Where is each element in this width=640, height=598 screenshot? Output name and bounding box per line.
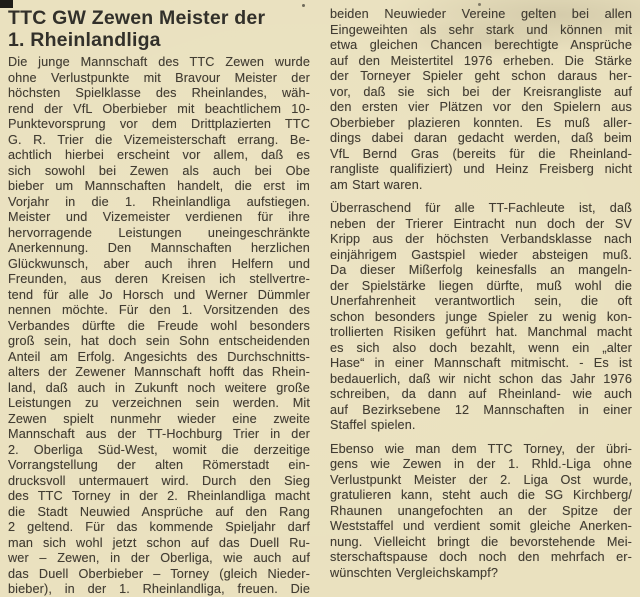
text-line: Verbandes dürfte die Freude wohl besonders: [8, 318, 310, 333]
scan-speck: [478, 3, 481, 6]
text-line: die Stadt Neuwied Ansprüche auf den Rang: [8, 504, 310, 519]
article-column-right: [330, 7, 632, 581]
text-line: Vorjahr in die 1. Rheinlandliga aufstiegen.: [8, 194, 310, 209]
text-line: nung. Vielleicht bringt die bevorstehende Mei-: [330, 534, 632, 549]
text-line: es sich also doch bezahlt, wenn ein „alter: [330, 340, 632, 355]
text-line: alters der Zewener Mannschaft hofft das Rhein-: [8, 365, 310, 379]
text-line: trollierten Risiken geführt hat. Manchmal macht: [330, 325, 632, 339]
text-line: Eingeweihten als sehr stark und können mit: [330, 22, 632, 37]
text-line: Verlustpunkt Meister der 2. Liga Ost wurde,: [330, 472, 632, 487]
text-line: Die junge Mannschaft des TTC Zewen wurde: [8, 55, 310, 69]
text-line: Weststaffel und verdient somit gleiche Anerken-: [330, 519, 632, 533]
text-line: drucksvoll untermauert wird. Durch den Sieg: [8, 473, 310, 488]
text-line: nennen möchte. Für den 1. Vorsitzenden des: [8, 303, 310, 317]
text-line: man sich wohl jetzt schon auf das Duell Ru-: [8, 535, 310, 550]
text-line: der Spielstärke liegen dürfte, muß wohl die: [330, 278, 632, 293]
text-line: tend für alle Jo Horsch und Werner Dümmler: [8, 287, 310, 302]
text-line: VfL Bernd Gras (bereits für die Rheinland-: [330, 146, 632, 161]
text-line: neben der Trierer Eintracht nun doch der SV: [330, 216, 632, 231]
text-line: sterschaftspause doch noch den mehrfach er-: [330, 550, 632, 564]
text-line: höchsten Spielklasse des Rheinlandes, wäh-: [8, 86, 310, 100]
text-line: Vorrangstellung der alten Römerstadt ein-: [8, 458, 310, 472]
text-line: Oberbieber plazieren konnten. Es muß aller-: [330, 115, 632, 130]
article-headline: [8, 8, 310, 51]
text-line: bieber um Mannschaften handelt, die erst im: [8, 179, 310, 193]
text-line: ohne Verlustpunkte mit Bravour Meister der: [8, 70, 310, 85]
paragraph: [330, 442, 632, 582]
text-line: schreiben, da dann auf Rheinland- wie auch: [330, 387, 632, 401]
paragraph: [330, 201, 632, 434]
text-line: land, daß auch in Zukunft noch weitere große: [8, 380, 310, 395]
text-line: wer – Zewen, in der Oberliga, wie auch auf: [8, 551, 310, 565]
text-line: Punktevorsprung vor dem Drittplazierten TTC: [8, 117, 310, 131]
text-line: Leistungen zu verzeichnen sein werden. Mit: [8, 396, 310, 410]
text-line: beiden Neuwieder Vereine gelten bei allen: [330, 7, 632, 21]
text-line: rangliste qualifiziert) und Heinz Freisberg nicht: [330, 162, 632, 176]
text-line: vor, daß sie sich bei der Kreisrangliste auf: [330, 84, 632, 99]
text-line: des TTC Torney in der 2. Rheinlandliga macht: [8, 489, 310, 503]
text-line: Staffel spielen.: [330, 418, 416, 432]
headline-line-1: TTC GW Zewen Meister der: [8, 7, 266, 29]
text-line: am Start waren.: [330, 177, 423, 192]
text-line: Anerkennung. Den Mannschaften herzlichen: [8, 241, 310, 255]
text-line: gratulieren kann, steht auch die SG Kirchberg/: [330, 488, 632, 502]
text-line: den ersten vier Plätzen vor den Spielern aus: [330, 100, 632, 114]
text-line: auf Bezirksebene 12 Mannschaften in einer: [330, 402, 632, 417]
text-line: schon besonders junge Spieler zu wenig kon-: [330, 309, 632, 324]
text-line: der Torneyer Spieler geht schon daraus her-: [330, 69, 632, 83]
text-line: Mannschaft aus der TT-Hochburg Trier in der: [8, 427, 310, 441]
text-line: gens wie Zewen in der 1. Rhld.-Liga ohne: [330, 457, 632, 471]
text-line: rend der VfL Oberbieber mit beachtlichem 10-: [8, 101, 310, 116]
text-line: G. R. Trier die Vizemeisterschaft errang. Be-: [8, 132, 310, 147]
text-line: Hase“ in einer Mannschaft mitmischt. - Es ist: [330, 356, 632, 370]
text-line: Zewen spielt nunmehr wieder eine zweite: [8, 411, 310, 426]
text-line: Überraschend für alle TT-Fachleute ist, daß: [330, 201, 632, 215]
article-column-left: [8, 8, 310, 598]
text-line: achtlich hierbei erscheint vor allem, daß es: [8, 148, 310, 162]
headline-line-2: 1. Rheinlandliga: [8, 28, 161, 51]
text-line: bieber), in der 1. Rheinlandliga, freuen. Die: [8, 582, 310, 596]
text-line: Da dieser Mißerfolg keinesfalls an mangeln-: [330, 263, 632, 277]
text-line: einjährigem Gastspiel wieder absteigen muß.: [330, 247, 632, 262]
text-line: Meister und Vizemeister verdienen für ihre: [8, 210, 310, 224]
text-line: groß sein, hat doch sein Sohn entscheidenden: [8, 334, 310, 348]
text-line: Unerfahrenheit verantwortlich sein, die oft: [330, 294, 632, 308]
text-line: das Duell Oberbieber – Torney (gleich Nieder-: [8, 566, 310, 581]
text-line: bedauerlich, daß wir nicht schon das Jahr 1976: [330, 371, 632, 386]
text-line: Rhaunen unangefochten an der Spitze der: [330, 503, 632, 518]
text-line: Freunden, aus deren Kreisen ich stellvertre-: [8, 272, 310, 286]
text-line: Glückwunsch, aber auch ihren Helfern und: [8, 256, 310, 271]
paragraph: [330, 7, 632, 193]
text-line: 2 geltend. Für das kommende Spieljahr darf: [8, 520, 310, 534]
text-line: sich sowohl bei Zewen als auch bei Obe: [8, 163, 310, 178]
text-line: Anteil am Erfolg. Angesichts des Durchschnitts-: [8, 349, 310, 364]
scan-speck: [302, 4, 305, 7]
text-line: hervorragende Leistungen uneingeschränkte: [8, 225, 310, 240]
text-line: 2. Oberliga Süd-West, womit die derzeitige: [8, 442, 310, 457]
text-line: etwa gleichen Chancen berechtigte Ansprüche: [330, 38, 632, 52]
text-line: Kripp aus der höchsten Verbandsklasse nach: [330, 232, 632, 246]
text-line: Ebenso wie man dem TTC Torney, der übri-: [330, 441, 632, 456]
text-line: wünschten Vergleichskampf?: [330, 565, 499, 580]
text-line: auf den Meistertitel 1976 erheben. Die Stärke: [330, 53, 632, 68]
article-body-left: [8, 55, 310, 598]
text-line: dings dabei daran gedacht werden, daß beim: [330, 131, 632, 145]
